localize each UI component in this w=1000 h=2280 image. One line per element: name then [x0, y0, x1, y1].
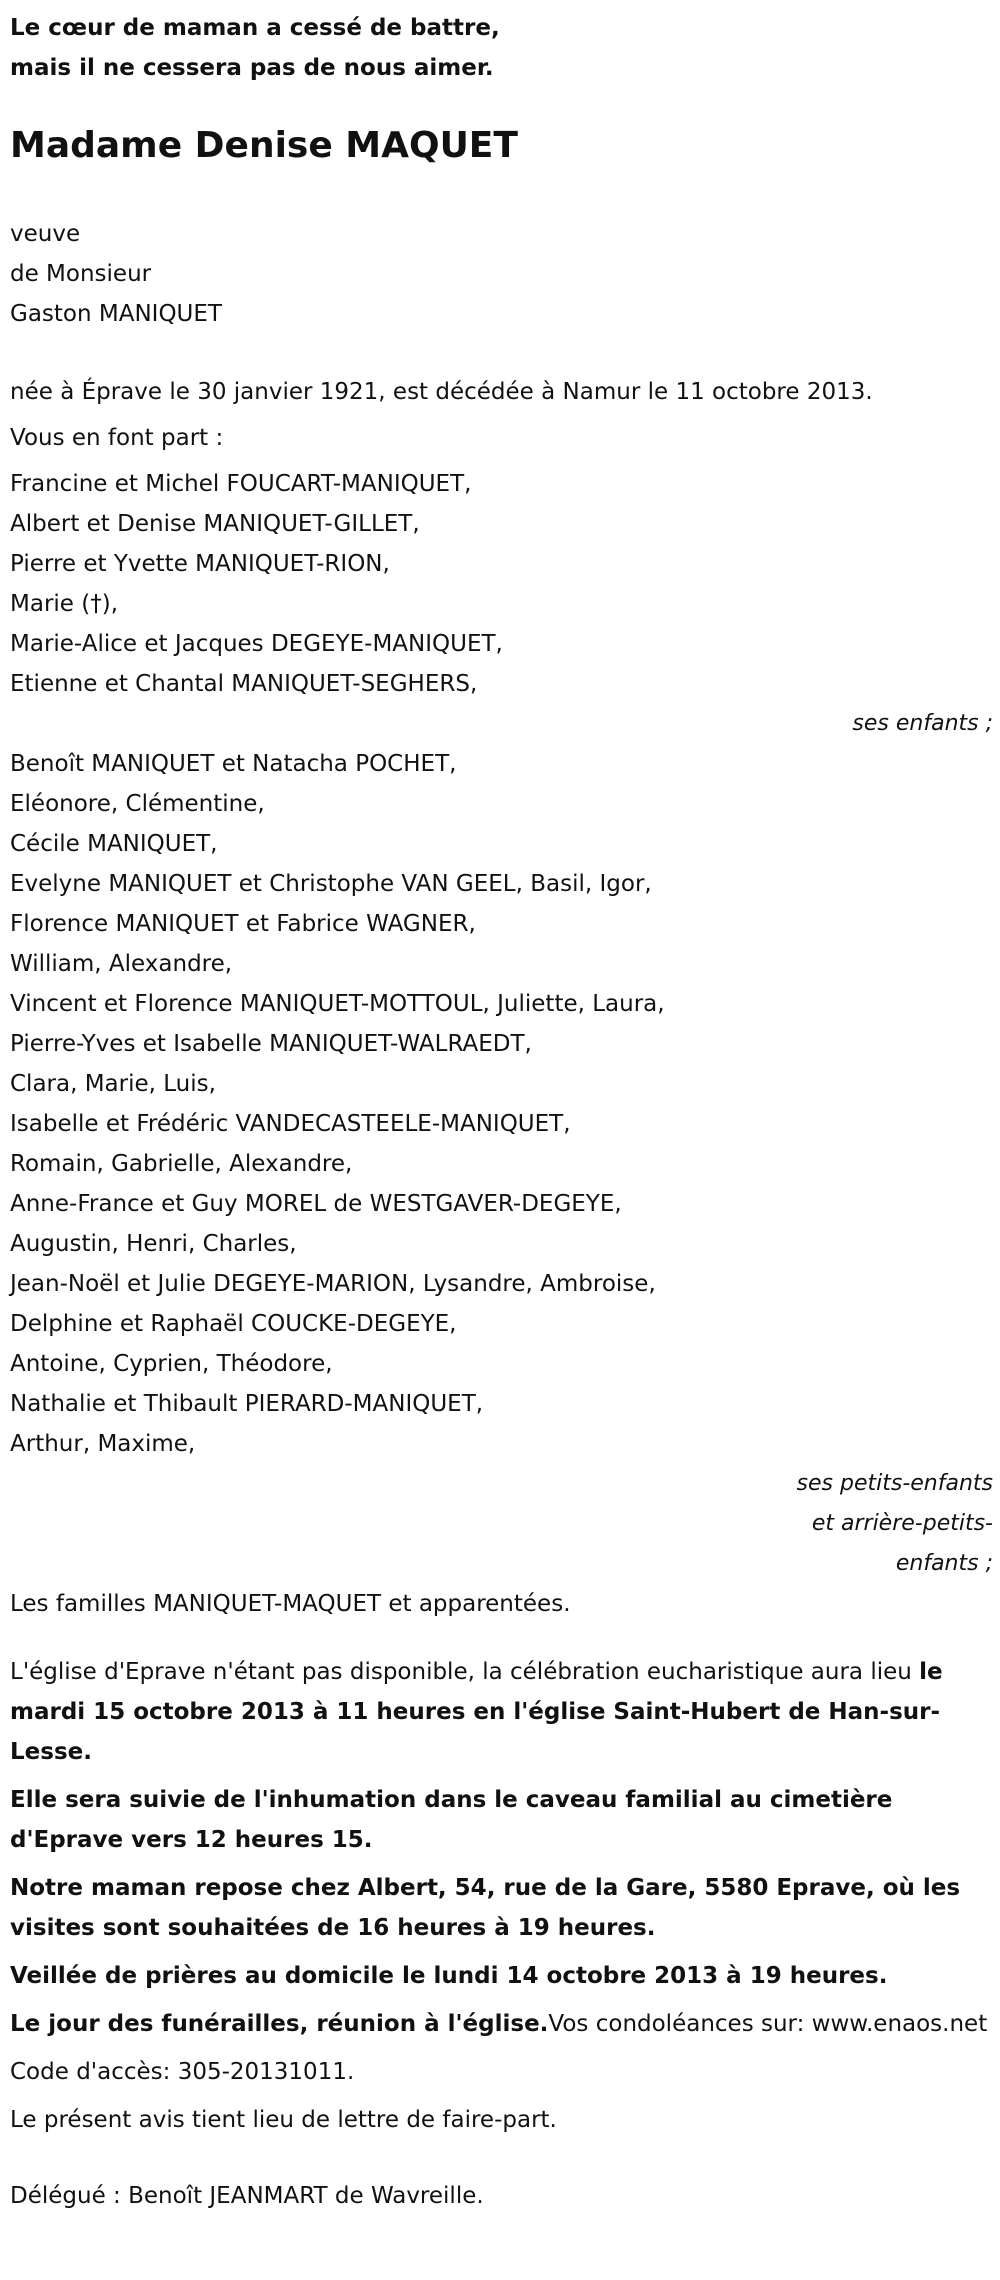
children-line: Marie (†),: [10, 591, 119, 617]
spouse-line: veuve: [10, 221, 81, 247]
children-line: Albert et Denise MANIQUET-GILLET,: [10, 511, 420, 537]
grandchildren-line: Clara, Marie, Luis,: [10, 1071, 216, 1097]
birth-death-text: née à Éprave le 30 janvier 1921, est décédée à Namur le 11 octobre 2013.: [10, 379, 873, 405]
grandchildren-line: Evelyne MANIQUET et Christophe VAN GEEL, Basil, Igor,: [10, 871, 652, 897]
grandchildren-label: enfants ;: [895, 1551, 993, 1576]
spouse-line: de Monsieur: [10, 261, 152, 287]
grandchildren-line: Arthur, Maxime,: [10, 1431, 196, 1457]
funeral-day-bold: Le jour des funérailles, réunion à l'église.: [10, 2011, 549, 2037]
ceremony-text: [10, 1652, 995, 1772]
families-text: Les familles MANIQUET-MAQUET et apparentées.: [10, 1591, 571, 1617]
grandchildren-line: Florence MANIQUET et Fabrice WAGNER,: [10, 911, 476, 937]
funeral-day-text: [10, 2004, 995, 2044]
grandchildren-line: Cécile MANIQUET,: [10, 831, 218, 857]
spouse-line: Gaston MANIQUET: [10, 301, 222, 327]
delegate-text: Délégué : Benoît JEANMART de Wavreille.: [10, 2183, 484, 2209]
grandchildren-label: ses petits-enfants: [796, 1471, 993, 1496]
grandchildren-line: Delphine et Raphaël COUCKE-DEGEYE,: [10, 1311, 457, 1337]
burial-text: Elle sera suivie de l'inhumation dans le caveau familial au cimetière d'Eprave vers 12 heures 15.: [10, 1787, 893, 1853]
children-line: Francine et Michel FOUCART-MANIQUET,: [10, 471, 472, 497]
announce-text: Vous en font part :: [10, 425, 224, 451]
intro-line: mais il ne cessera pas de nous aimer.: [10, 55, 494, 81]
notice-text: Le présent avis tient lieu de lettre de faire-part.: [10, 2107, 557, 2133]
grandchildren-line: Benoît MANIQUET et Natacha POCHET,: [10, 751, 457, 777]
grandchildren-line: Anne-France et Guy MOREL de WESTGAVER-DEGEYE,: [10, 1191, 622, 1217]
grandchildren-label: et arrière-petits-: [811, 1511, 993, 1536]
obituary-notice: [10, 8, 995, 2224]
children-line: Pierre et Yvette MANIQUET-RION,: [10, 551, 390, 577]
ceremony-plain: L'église d'Eprave n'étant pas disponible, la célébration eucharistique aura lieu: [10, 1659, 920, 1685]
grandchildren-line: Eléonore, Clémentine,: [10, 791, 265, 817]
children-line: Etienne et Chantal MANIQUET-SEGHERS,: [10, 671, 478, 697]
grandchildren-line: Vincent et Florence MANIQUET-MOTTOUL, Juliette, Laura,: [10, 991, 665, 1017]
vigil-text: Veillée de prières au domicile le lundi 14 octobre 2013 à 19 heures.: [10, 1963, 888, 1989]
grandchildren-line: Pierre-Yves et Isabelle MANIQUET-WALRAEDT,: [10, 1031, 532, 1057]
grandchildren-line: Isabelle et Frédéric VANDECASTEELE-MANIQUET,: [10, 1111, 571, 1137]
grandchildren-line: Romain, Gabrielle, Alexandre,: [10, 1151, 353, 1177]
grandchildren-line: Augustin, Henri, Charles,: [10, 1231, 297, 1257]
children-line: Marie-Alice et Jacques DEGEYE-MANIQUET,: [10, 631, 503, 657]
access-code-text: Code d'accès: 305-20131011.: [10, 2059, 355, 2085]
grandchildren-line: Jean-Noël et Julie DEGEYE-MARION, Lysandre, Ambroise,: [10, 1271, 656, 1297]
grandchildren-line: Nathalie et Thibault PIERARD-MANIQUET,: [10, 1391, 484, 1417]
children-label: ses enfants ;: [852, 711, 993, 736]
deceased-name: Madame Denise MAQUET: [10, 125, 518, 166]
grandchildren-line: William, Alexandre,: [10, 951, 233, 977]
grandchildren-line: Antoine, Cyprien, Théodore,: [10, 1351, 333, 1377]
condolences-text: Vos condoléances sur: www.enaos.net: [548, 2011, 988, 2037]
intro-line: Le cœur de maman a cessé de battre,: [10, 15, 500, 41]
visits-text: Notre maman repose chez Albert, 54, rue de la Gare, 5580 Eprave, où les visites sont souhaitées de 16 heures à 19 heures.: [10, 1875, 961, 1941]
ceremony-bold: le mardi 15 octobre 2013 à 11 heures en l'église Saint-Hubert de Han-sur-Lesse.: [10, 1659, 943, 1765]
